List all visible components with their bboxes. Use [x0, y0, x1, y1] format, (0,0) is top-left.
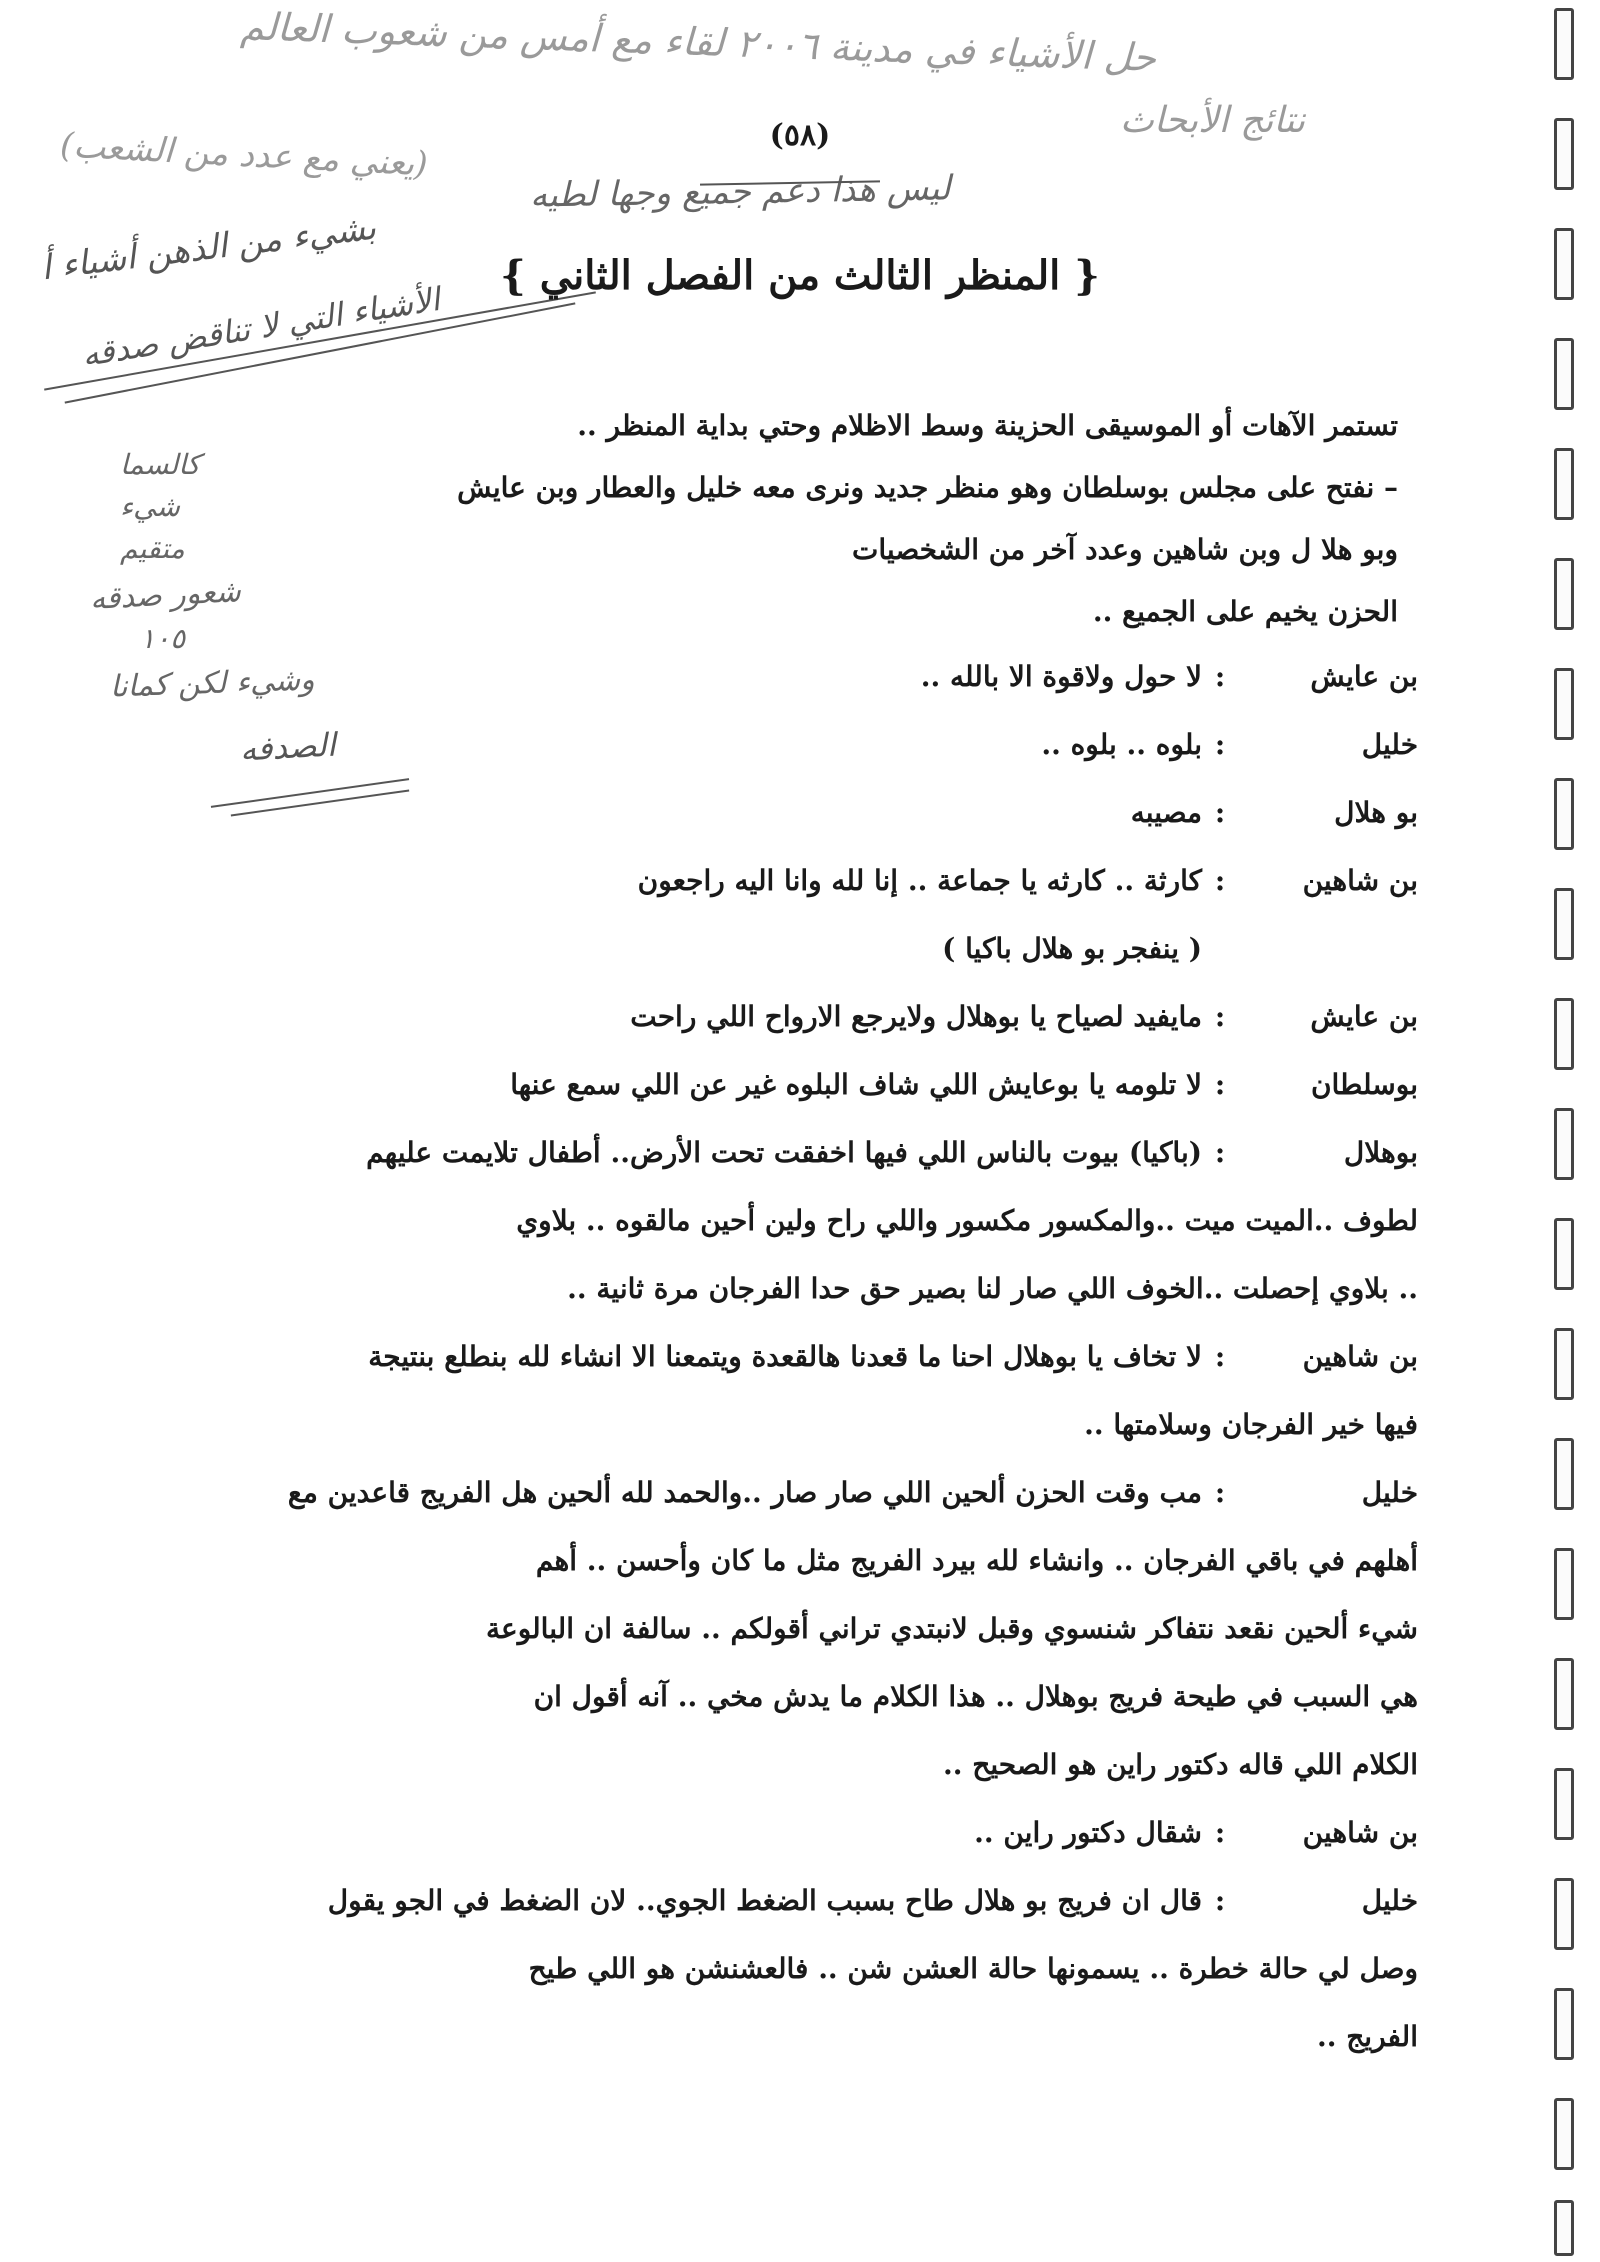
speech-line: بلوه .. بلوه .. [1041, 728, 1202, 761]
dialogue-entry [228, 711, 1418, 779]
handwritten-note: شعور صدقه [89, 574, 242, 617]
binder-ring [1554, 1328, 1574, 1400]
handwritten-note: وشيء لكن كمانا [109, 662, 316, 705]
binder-ring [1554, 1438, 1574, 1510]
binder-rings [1548, 0, 1578, 2262]
dialogue-entry [228, 643, 1418, 711]
speaker-name: بن عايش [1310, 1000, 1418, 1033]
speaker-name: بن عايش [1310, 660, 1418, 693]
speech-line: مصيبه [1130, 796, 1202, 829]
handwritten-note: حل الأشياء في مدينة ٢٠٠٦ لقاء مع أمس من شعوب العالم [239, 4, 1157, 80]
binder-ring [1554, 338, 1574, 410]
speaker-name: بن شاهين [1302, 1340, 1418, 1373]
speech-line: (باكيا) بيوت بالناس اللي فيها اخفقت تحت الأرض.. أطفال تلايمت عليهم [366, 1136, 1202, 1169]
speech-line: الفريج .. [1316, 2020, 1418, 2053]
speaker-name: بن شاهين [1302, 864, 1418, 897]
binder-ring [1554, 668, 1574, 740]
speech-line: كارثة .. كارثه يا جماعة .. إنا لله وانا اليه راجعون [637, 864, 1202, 897]
speech [228, 847, 1202, 983]
binder-ring [1554, 8, 1574, 80]
speech-line: لا تلومه يا بوعايش اللي شاف البلوه غير عن اللي سمع عنها [510, 1068, 1202, 1101]
speaker-name: خليل [1361, 728, 1418, 761]
speaker-name: بوسلطان [1310, 1068, 1418, 1101]
handwritten-note: الأشياء التي لا تناقض صدقه [79, 279, 443, 375]
binder-ring [1554, 1658, 1574, 1730]
speech-line: الكلام اللي قاله دكتور راين هو الصحيح .. [943, 1748, 1418, 1781]
speech-line: مايفيد لصياح يا بوهلال ولايرجع الارواح اللي راحت [630, 1000, 1202, 1033]
colon: : [1214, 1068, 1226, 1101]
binder-ring [1554, 998, 1574, 1070]
binder-ring [1554, 1878, 1574, 1950]
handwritten-note: نتائج الأبحاث [1120, 100, 1306, 141]
speech [228, 1051, 1202, 1119]
dialogue-entry [228, 1867, 1418, 2071]
speaker-name: بن شاهين [1302, 1816, 1418, 1849]
colon: : [1214, 1476, 1226, 1509]
speech-line: شقال دكتور راين .. [974, 1816, 1202, 1849]
dialogue-entry [228, 1323, 1418, 1459]
handwritten-note: ١٠٥ [140, 622, 186, 655]
binder-ring [1554, 1548, 1574, 1620]
binder-ring [1554, 1108, 1574, 1180]
speech-line: هي السبب في طيحة فريج بوهلال .. هذا الكلام ما يدش مخي .. آنه أقول ان [533, 1680, 1418, 1713]
speech [228, 711, 1202, 779]
stage-direction: تستمر الآهات أو الموسيقى الحزينة وسط الاظلام وحتي بداية المنظر .. [577, 409, 1398, 442]
dialogue-entry [228, 1459, 1418, 1799]
handwritten-note: متقيم [120, 532, 185, 565]
binder-ring [1554, 558, 1574, 630]
stage-direction: الحزن يخيم على الجميع .. [1092, 595, 1398, 628]
speech-line: قال ان فريج بو هلال طاح بسبب الضغط الجوي.. لان الضغط في الجو يقول [327, 1884, 1202, 1917]
colon: : [1214, 1340, 1226, 1373]
speech-line: .. بلاوي إحصلت ..الخوف اللي صار لنا بصير حق حدا الفرجان مرة ثانية .. [567, 1272, 1418, 1305]
speech [228, 1799, 1202, 1867]
colon: : [1214, 660, 1226, 693]
handwritten-note: كالسما [120, 448, 201, 481]
handwritten-note: شيء [120, 490, 180, 523]
stage-direction: وبو هلا ل وبن شاهين وعدد آخر من الشخصيات [852, 533, 1398, 566]
dialogue-entry [228, 1119, 1418, 1323]
binder-ring [1554, 2200, 1574, 2256]
speech-line: أهلهم في باقي الفرجان .. وانشاء لله بيرد الفريج مثل ما كان وأحسن .. أهم [535, 1544, 1418, 1577]
speech [228, 983, 1202, 1051]
page-number: (٥٨) [769, 118, 831, 153]
handwritten-note: (يعني مع عدد من الشعب) [59, 125, 429, 185]
dialogue-entry [228, 847, 1418, 983]
binder-ring [1554, 2098, 1574, 2170]
dialogue-entry [228, 1051, 1418, 1119]
handwritten-note: الصدفه [239, 725, 337, 769]
speaker-name: بو هلال [1334, 796, 1418, 829]
binder-ring [1554, 888, 1574, 960]
scene-title: { المنظر الثالث من الفصل الثاني } [500, 252, 1100, 299]
dialogue-entry [228, 779, 1418, 847]
script-body [228, 395, 1418, 2071]
colon: : [1214, 1000, 1226, 1033]
binder-ring [1554, 1768, 1574, 1840]
dialogue-entry [228, 983, 1418, 1051]
speech-line: لا تخاف يا بوهلال احنا ما قعدنا هالقعدة ويتمعنا الا انشاء لله بنطلع بنتيجة [368, 1340, 1202, 1373]
speaker-name: خليل [1361, 1884, 1418, 1917]
colon: : [1214, 728, 1226, 761]
colon: : [1214, 1816, 1226, 1849]
speaker-name: بوهلال [1343, 1136, 1418, 1169]
speaker-name: خليل [1361, 1476, 1418, 1509]
stage-direction: – نفتح على مجلس بوسلطان وهو منظر جديد ونرى معه خليل والعطار وبن عايش [457, 471, 1398, 504]
speech-line: مب وقت الحزن ألحين اللي صار صار ..والحمد لله ألحين هل الفريج قاعدين مع [287, 1476, 1202, 1509]
dialogue-entry [228, 1799, 1418, 1867]
binder-ring [1554, 448, 1574, 520]
colon: : [1214, 796, 1226, 829]
colon: : [1214, 1884, 1226, 1917]
stage-direction-inline: ( ينفجر بو هلال باكيا ) [942, 932, 1202, 965]
speech [228, 643, 1202, 711]
handwritten-note: بشيء من الذهن أشياء أ [38, 207, 379, 289]
speech-line: لطوف ..الميت ميت ..والمكسور مكسور واللي راح ولين أحين مالقوه .. بلاوي [516, 1204, 1418, 1237]
handwritten-note: ليس هذا دعم جميع وجها لطيه [529, 168, 951, 216]
colon: : [1214, 1136, 1226, 1169]
speech-line: لا حول ولاقوة الا بالله .. [920, 660, 1202, 693]
colon: : [1214, 864, 1226, 897]
binder-ring [1554, 778, 1574, 850]
speech-line: وصل لي حالة خطرة .. يسمونها حالة العشن شن .. فالعشنشن هو اللي طيح [528, 1952, 1418, 1985]
binder-ring [1554, 1218, 1574, 1290]
speech [228, 779, 1202, 847]
speech-line: فيها خير الفرجان وسلامتها .. [1084, 1408, 1418, 1441]
binder-ring [1554, 1988, 1574, 2060]
speech-line: شيء ألحين نقعد نتفاكر شنسوي وقبل لانبتدي تراني أقولكم .. سالفة ان البالوعة [485, 1612, 1418, 1645]
